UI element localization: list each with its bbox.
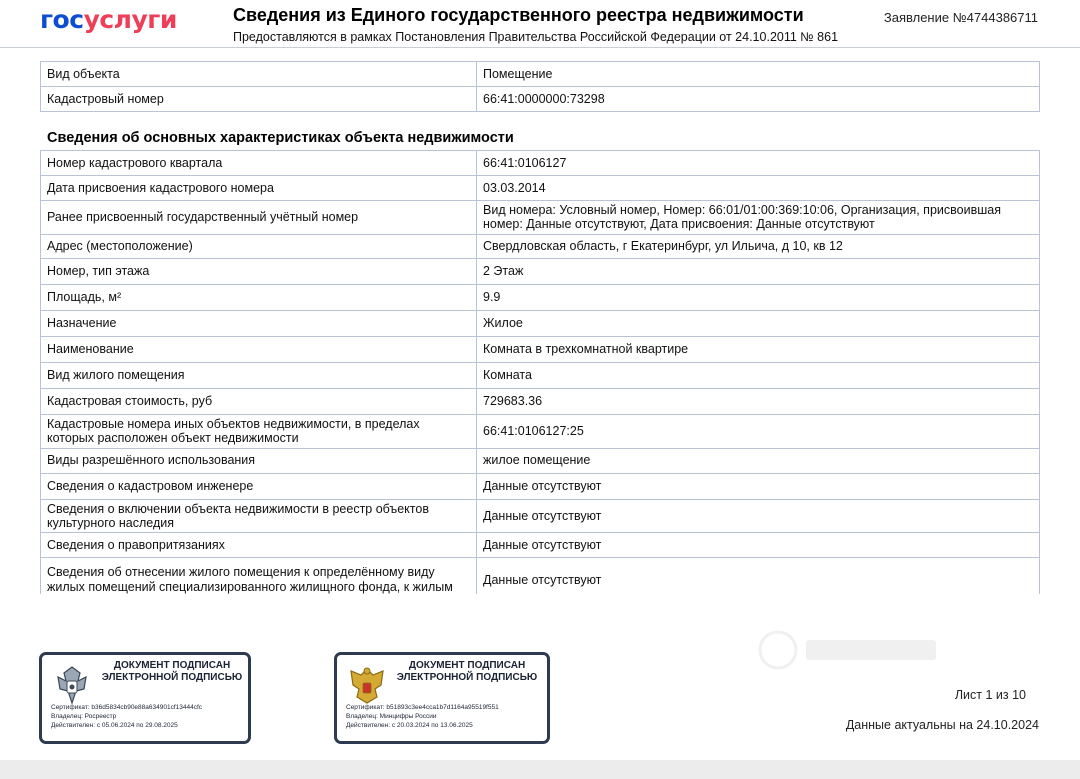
header-divider: [0, 47, 1080, 48]
table-row: [41, 533, 1040, 558]
table-row: [41, 176, 1040, 201]
row-label: Номер кадастрового квартала: [41, 151, 477, 176]
row-label: Сведения о правопритязаниях: [41, 533, 477, 558]
row-value: Жилое: [477, 310, 1040, 336]
signature-stamp-mintsifry: [334, 652, 550, 744]
stamp-certificate: Сертификат: b36d5834cb90e88a634901cf13444cfc: [51, 704, 203, 711]
row-value: 66:41:0106127: [477, 151, 1040, 176]
document-title: Сведения из Единого государственного реестра недвижимости: [233, 5, 804, 25]
request-number: Заявление №4744386711: [883, 10, 1038, 25]
row-value: Данные отсутствуют: [477, 499, 1040, 533]
row-label: Дата присвоения кадастрового номера: [41, 176, 477, 201]
row-value: жилое помещение: [477, 448, 1040, 473]
table-row: [41, 499, 1040, 533]
stamp-details: [51, 703, 202, 730]
table-row: [41, 414, 1040, 448]
stamp-details: [346, 703, 499, 730]
stamp-certificate: Сертификат: b51893c3ee4cca1b7d1164a95519f551: [346, 704, 499, 711]
gosuslugi-logo[interactable]: [40, 5, 177, 34]
stamp-owner: Владелец: Росреестр: [51, 713, 117, 720]
table-row: [41, 284, 1040, 310]
row-label: Адрес (местоположение): [41, 234, 477, 258]
object-summary-table: [40, 61, 1040, 112]
row-value: 2 Этаж: [477, 258, 1040, 284]
signature-stamp-rosreestr: [39, 652, 251, 744]
logo-part-gos: гос: [40, 5, 84, 34]
row-value: Помещение: [477, 62, 1040, 87]
table-row: [41, 388, 1040, 414]
row-label: Номер, тип этажа: [41, 258, 477, 284]
table-row: [41, 558, 1040, 594]
row-label: Ранее присвоенный государственный учётный номер: [41, 201, 477, 235]
rosreestr-emblem-icon: [50, 663, 94, 707]
table-row: [41, 62, 1040, 87]
row-label: Кадастровые номера иных объектов недвижимости, в пределах которых расположен объект недвижимости: [41, 414, 477, 448]
watermark-logo: [756, 620, 946, 680]
table-row: [41, 448, 1040, 473]
section-title: Сведения об основных характеристиках объекта недвижимости: [47, 130, 514, 146]
table-row: [41, 87, 1040, 112]
row-label: Вид жилого помещения: [41, 362, 477, 388]
row-value: Данные отсутствуют: [477, 473, 1040, 499]
row-value: 66:41:0000000:73298: [477, 87, 1040, 112]
row-value: 9.9: [477, 284, 1040, 310]
row-value: 03.03.2014: [477, 176, 1040, 201]
row-value: Данные отсутствуют: [477, 533, 1040, 558]
page-bottom-strip: [0, 760, 1080, 779]
row-label: Виды разрешённого использования: [41, 448, 477, 473]
table-row: [41, 151, 1040, 176]
data-actual-date: Данные актуальны на 24.10.2024: [845, 718, 1039, 732]
table-row: [41, 362, 1040, 388]
coat-of-arms-icon: [345, 663, 389, 707]
row-label: Наименование: [41, 336, 477, 362]
stamp-valid: Действителен: с 05.06.2024 по 29.08.2025: [51, 722, 178, 729]
row-value: 729683.36: [477, 388, 1040, 414]
row-label: Кадастровая стоимость, руб: [41, 388, 477, 414]
row-label: Сведения о включении объекта недвижимости в реестр объектов культурного наследия: [41, 499, 477, 533]
table-row: [41, 234, 1040, 258]
row-value: Вид номера: Условный номер, Номер: 66:01/01:00:369:10:06, Организация, присвоившая номер: Данные отсутствуют, Дата присвоения: Данные отсутствуют: [477, 201, 1040, 235]
table-row: [41, 336, 1040, 362]
stamp-owner: Владелец: Минцифры России: [346, 713, 437, 720]
stamp-title: ДОКУМЕНТ ПОДПИСАН ЭЛЕКТРОННОЙ ПОДПИСЬЮ: [396, 660, 538, 683]
stamp-title: ДОКУМЕНТ ПОДПИСАН ЭЛЕКТРОННОЙ ПОДПИСЬЮ: [101, 660, 243, 683]
table-row: [41, 258, 1040, 284]
characteristics-table: [40, 150, 1040, 594]
row-value: Комната: [477, 362, 1040, 388]
characteristics-table-wrapper: [40, 150, 1041, 594]
row-value: Комната в трехкомнатной квартире: [477, 336, 1040, 362]
table-row: [41, 310, 1040, 336]
row-label: Площадь, м²: [41, 284, 477, 310]
row-label: Вид объекта: [41, 62, 477, 87]
row-label: Назначение: [41, 310, 477, 336]
logo-part-uslugi: услуги: [83, 5, 177, 34]
document-subtitle: Предоставляются в рамках Постановления Правительства Российской Федерации от 24.10.2011 № 861: [233, 30, 839, 44]
table-row: [41, 201, 1040, 235]
row-label: Кадастровый номер: [41, 87, 477, 112]
row-label: Сведения о кадастровом инженере: [41, 473, 477, 499]
row-value: Свердловская область, г Екатеринбург, ул Ильича, д 10, кв 12: [477, 234, 1040, 258]
row-label: Сведения об отнесении жилого помещения к определённому виду жилых помещений специализированного жилищного фонда, к жилым: [41, 558, 477, 594]
stamp-valid: Действителен: с 20.03.2024 по 13.06.2025: [346, 722, 473, 729]
sheet-number: Лист 1 из 10: [954, 688, 1026, 702]
row-value: Данные отсутствуют: [477, 558, 1040, 594]
table-row: [41, 473, 1040, 499]
row-value: 66:41:0106127:25: [477, 414, 1040, 448]
